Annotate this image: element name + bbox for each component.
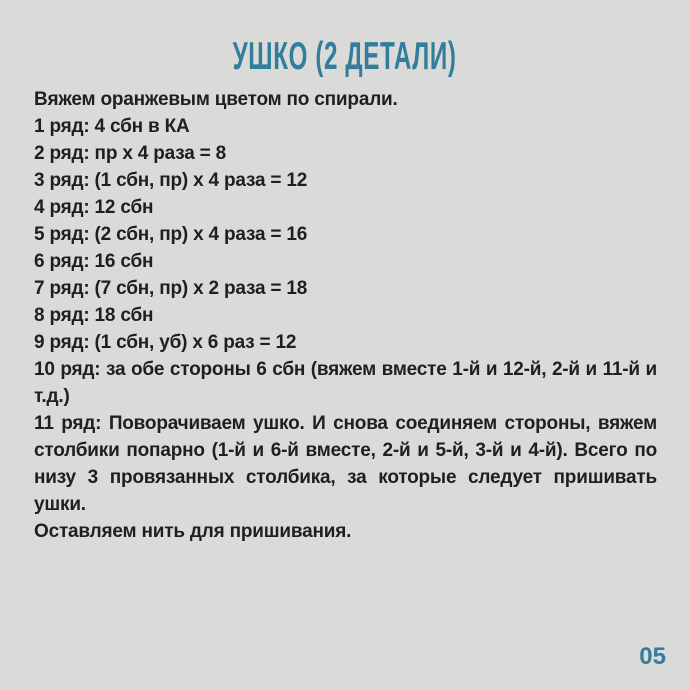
pattern-row-11: 11 ряд: Поворачиваем ушко. И снова соединяем стороны, вяжем столбики попарно (1-й и 6-й вместе, 2-й и 5-й, 3-й и 4-й). Всего по низу 3 провязанных столбика, за которые следует пришивать ушки.: [34, 413, 657, 515]
finishing-note: Оставляем нить для пришивания.: [34, 521, 352, 542]
pattern-row-1: 1 ряд: 4 сбн в КА: [34, 116, 190, 137]
page-title-text: УШКО (2 ДЕТАЛИ): [233, 35, 457, 78]
pattern-row-8: 8 ряд: 18 сбн: [34, 305, 154, 326]
pattern-row-6: 6 ряд: 16 сбн: [34, 251, 154, 272]
intro-line: Вяжем оранжевым цветом по спирали.: [34, 89, 398, 110]
page-number: 05: [639, 643, 666, 670]
pattern-row-4: 4 ряд: 12 сбн: [34, 197, 154, 218]
instructions: [34, 86, 657, 545]
pattern-row-3: 3 ряд: (1 сбн, пр) х 4 раза = 12: [34, 170, 308, 191]
pattern-row-9: 9 ряд: (1 сбн, уб) х 6 раз = 12: [34, 332, 297, 353]
pattern-row-2: 2 ряд: пр х 4 раза = 8: [34, 143, 226, 164]
page-title: [0, 37, 690, 76]
pattern-row-7: 7 ряд: (7 сбн, пр) х 2 раза = 18: [34, 278, 308, 299]
pattern-row-10: 10 ряд: за обе стороны 6 сбн (вяжем вместе 1-й и 12-й, 2-й и 11-й и т.д.): [34, 359, 657, 407]
pattern-row-5: 5 ряд: (2 сбн, пр) х 4 раза = 16: [34, 224, 308, 245]
